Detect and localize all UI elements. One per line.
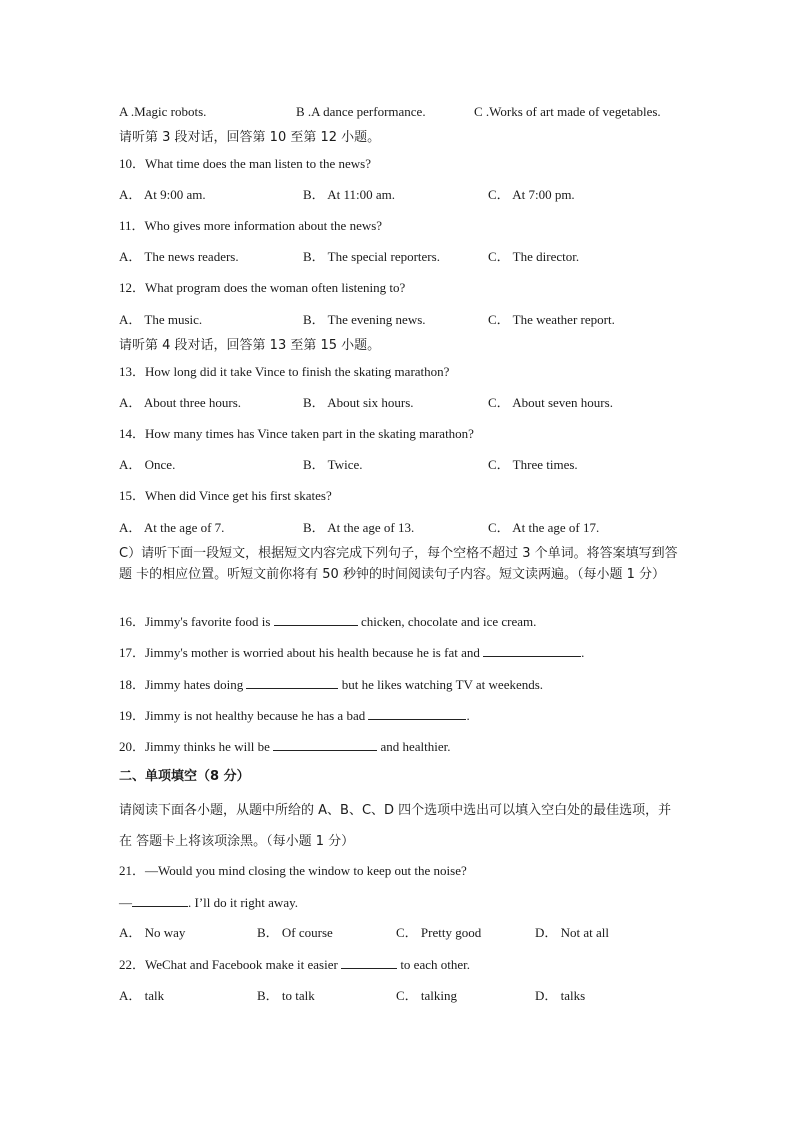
q19 <box>119 707 470 724</box>
q10-option-a: A． At 9:00 am. <box>119 187 206 202</box>
section2-instructions: 请阅读下面各小题，从题中所给的 A、B、C、D 四个选项中选出可以填入空白处的最佳选项，并在 答题卡上将该项涂黑。（每小题 1 分） <box>119 803 672 849</box>
q19-blank[interactable] <box>368 707 466 720</box>
q12-option-a: A． The music. <box>119 312 203 327</box>
q19-text-before: 19．Jimmy is not healthy because he has a bad <box>119 708 369 723</box>
q22-option-b: B． to talk <box>257 988 315 1003</box>
part-c-instructions: C）请听下面一段短文，根据短文内容完成下列句子，每个空格不超过 3 个单词。将答案填写到答题 卡的相应位置。听短文前你将有 50 秒钟的时间阅读句子内容。短文读两遍。（每小题 1 分） <box>119 546 678 582</box>
q15-option-a: A． At the age of 7. <box>119 520 225 535</box>
q14-option-b: B． Twice. <box>303 457 363 472</box>
q18 <box>119 676 543 693</box>
q9-option-b: B .A dance performance. <box>296 104 426 119</box>
q15-stem: 15．When did Vince get his first skates? <box>119 488 332 503</box>
q11-option-b: B． The special reporters. <box>303 249 440 264</box>
q13-stem: 13．How long did it take Vince to finish the skating marathon? <box>119 364 450 379</box>
q22-option-c: C． talking <box>396 988 458 1003</box>
q21-reply-suffix: . I’ll do it right away. <box>188 895 298 910</box>
q16-blank[interactable] <box>274 613 358 626</box>
q19-text-after: . <box>466 708 470 723</box>
q13-option-c: C． About seven hours. <box>488 395 613 410</box>
q21-option-c: C． Pretty good <box>396 925 482 940</box>
q9-option-a: A .Magic robots. <box>119 104 207 119</box>
q9-option-c: C .Works of art made of vegetables. <box>474 104 661 119</box>
q22-text-after: to each other. <box>397 957 470 972</box>
q10-option-c: C． At 7:00 pm. <box>488 187 575 202</box>
q11-stem: 11．Who gives more information about the news? <box>119 218 383 233</box>
q16 <box>119 613 536 630</box>
q22 <box>119 956 470 973</box>
q12-stem: 12．What program does the woman often listening to? <box>119 280 406 295</box>
q14-stem: 14．How many times has Vince taken part in the skating marathon? <box>119 426 474 441</box>
q22-text-before: 22．WeChat and Facebook make it easier <box>119 957 342 972</box>
section3-intro: 请听第 3 段对话，回答第 10 至第 12 小题。 <box>119 130 381 145</box>
q13-option-a: A． About three hours. <box>119 395 242 410</box>
q20-text-before: 20．Jimmy thinks he will be <box>119 739 274 754</box>
q20-blank[interactable] <box>273 738 377 751</box>
q21-option-b: B． Of course <box>257 925 333 940</box>
q21-blank[interactable] <box>132 894 188 907</box>
q21-reply-prefix: — <box>119 895 132 910</box>
q12-option-b: B． The evening news. <box>303 312 426 327</box>
q20 <box>119 738 450 755</box>
q17-text-before: 17．Jimmy's mother is worried about his health because he is fat and <box>119 645 484 660</box>
q21-option-d: D． Not at all <box>535 925 610 940</box>
q17 <box>119 644 584 661</box>
q13-option-b: B． About six hours. <box>303 395 414 410</box>
q21-reply <box>119 894 298 911</box>
q21-option-a: A． No way <box>119 925 186 940</box>
q20-text-after: and healthier. <box>377 739 451 754</box>
q16-text-after: chicken, chocolate and ice cream. <box>357 614 537 629</box>
q16-text-before: 16．Jimmy's favorite food is <box>119 614 274 629</box>
section2-title: 二、单项填空（8 分） <box>119 769 250 784</box>
q18-text-after: but he likes watching TV at weekends. <box>338 677 544 692</box>
q14-option-a: A． Once. <box>119 457 176 472</box>
q22-option-a: A． talk <box>119 988 165 1003</box>
q22-option-d: D． talks <box>535 988 586 1003</box>
q14-option-c: C． Three times. <box>488 457 578 472</box>
q11-option-c: C． The director. <box>488 249 580 264</box>
q18-text-before: 18．Jimmy hates doing <box>119 677 247 692</box>
q15-option-b: B． At the age of 13. <box>303 520 415 535</box>
q17-blank[interactable] <box>483 644 581 657</box>
q12-option-c: C． The weather report. <box>488 312 615 327</box>
q11-option-a: A． The news readers. <box>119 249 239 264</box>
q15-option-c: C． At the age of 17. <box>488 520 600 535</box>
q17-text-after: . <box>581 645 585 660</box>
q21-stem: 21．—Would you mind closing the window to keep out the noise? <box>119 863 467 878</box>
section4-intro: 请听第 4 段对话，回答第 13 至第 15 小题。 <box>119 338 381 353</box>
q22-blank[interactable] <box>341 956 397 969</box>
q18-blank[interactable] <box>246 676 338 689</box>
q10-stem: 10．What time does the man listen to the news? <box>119 156 371 171</box>
q10-option-b: B． At 11:00 am. <box>303 187 395 202</box>
